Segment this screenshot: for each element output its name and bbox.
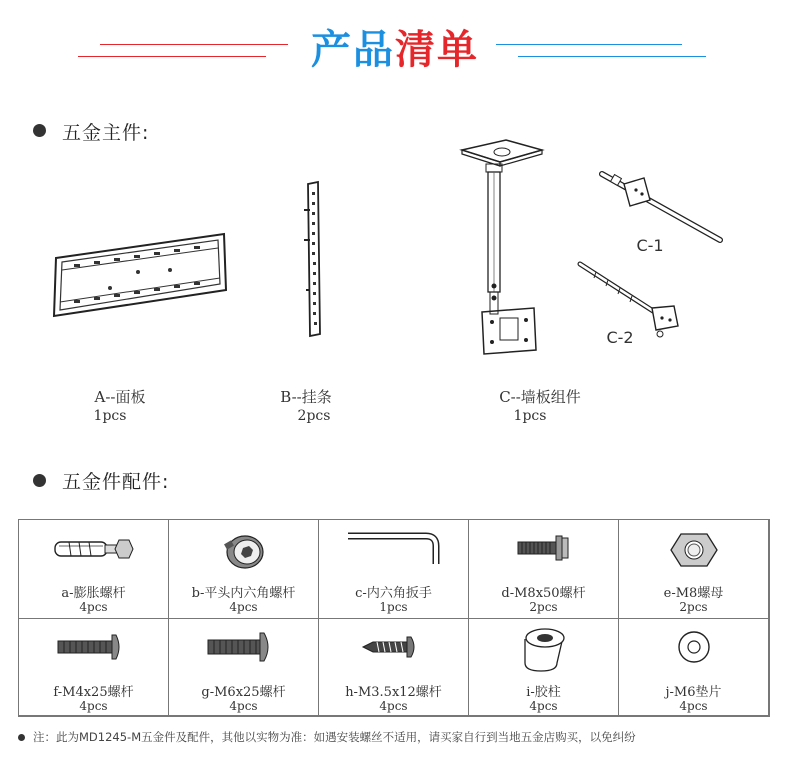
title-part-red: 清单 [395,27,479,73]
accessory-label: d-M8x50螺杆 [501,586,586,601]
accessory-qty: 4pcs [229,600,258,614]
header-line-right-2 [518,56,706,57]
section-bullet [33,474,46,487]
m8-bolt-icon [514,528,574,568]
accessory-qty: 4pcs [79,699,108,713]
accessory-cell [169,619,319,716]
accessory-cell [19,520,169,619]
m4-screw-icon [54,627,134,667]
part-c-qty: 1pcs [513,408,547,424]
page-title [300,22,490,78]
accessory-label: a-膨胀螺杆 [61,586,126,601]
accessory-label: h-M3.5x12螺杆 [345,685,442,700]
title-part-blue: 产品 [311,27,395,73]
accessory-qty: 2pcs [529,600,558,614]
section-title-main-parts: 五金主件: [62,122,150,144]
c1-label: C-1 [636,236,664,255]
accessory-qty: 4pcs [679,699,708,713]
accessory-qty: 4pcs [379,699,408,713]
header-line-left-1 [100,44,288,45]
accessory-cell [469,520,619,619]
note-bullet [18,734,25,741]
accessory-label: f-M4x25螺杆 [53,685,134,700]
accessory-label: j-M6垫片 [665,685,722,700]
hanging-strip-image [296,180,330,338]
part-a-label: A--面板 [94,388,146,406]
accessory-label: e-M8螺母 [663,586,724,601]
hex-socket-screw-icon [219,528,269,572]
wood-screw-icon [359,627,429,667]
note-text: 注：此为MD1245-M五金件及配件，其他以实物为准：如遇安装螺丝不适用，请买家自行到当地五金店购买，以免纠纷 [33,730,636,744]
c2-label: C-2 [606,328,634,347]
accessory-label: b-平头内六角螺杆 [191,586,296,601]
accessories-table [18,519,770,717]
part-b-label: B--挂条 [280,388,332,406]
washer-icon [674,627,714,667]
accessory-cell [469,619,619,716]
section-title-accessories: 五金件配件: [62,471,170,493]
rubber-spacer-icon [519,627,569,673]
accessory-cell [19,619,169,716]
accessory-qty: 4pcs [79,600,108,614]
footer-note [18,729,636,745]
ceiling-mount-image [456,136,552,366]
part-a-qty: 1pcs [93,408,127,424]
accessory-cell [169,520,319,619]
accessory-label: g-M6x25螺杆 [201,685,286,700]
accessory-label: c-内六角扳手 [355,586,432,601]
accessory-cell [619,619,769,716]
accessory-qty: 1pcs [379,600,408,614]
section-bullet [33,124,46,137]
m6-screw-icon [204,627,284,667]
part-c-label: C--墙板组件 [499,388,581,406]
accessory-cell [319,520,469,619]
accessory-cell [319,619,469,716]
accessory-qty: 4pcs [229,699,258,713]
expansion-bolt-icon [49,528,139,568]
panel-image [50,230,230,322]
accessory-label: i-胶柱 [526,685,561,700]
header-line-left-2 [78,56,266,57]
header-line-right-1 [496,44,682,45]
accessory-cell [619,520,769,619]
accessory-qty: 4pcs [529,699,558,713]
part-b-qty: 2pcs [297,408,331,424]
allen-wrench-icon [344,528,444,568]
hex-nut-icon [669,528,719,572]
accessory-qty: 2pcs [679,600,708,614]
